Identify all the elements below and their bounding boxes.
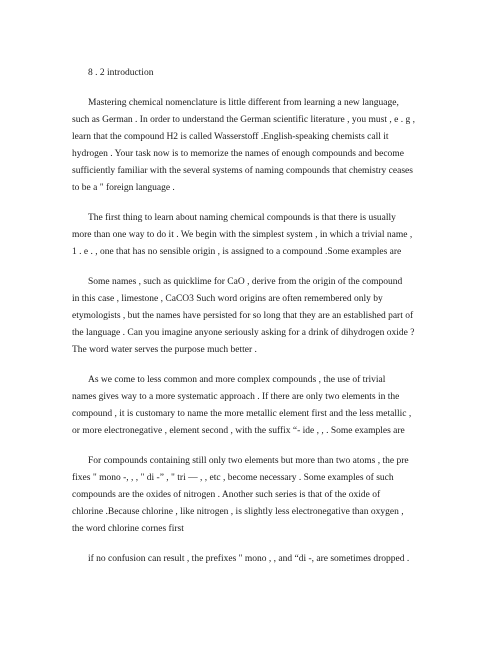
section-heading: 8 . 2 introduction xyxy=(88,68,154,78)
paragraph-line: names gives way to a more systematic approach . If there are only two elements in the xyxy=(72,392,400,402)
paragraph-line: 1 . e . , one that has no sensible origin , is assigned to a compound .Some examples are xyxy=(72,247,402,257)
paragraph-line: For compounds containing still only two elements but more than two atoms , the pre xyxy=(88,456,409,466)
paragraph-line: more than one way to do it . We begin with the simplest system , in which a trivial name , xyxy=(72,230,413,240)
paragraph-line: The word water serves the purpose much better . xyxy=(72,345,257,355)
paragraph-line: As we come to less common and more complex compounds , the use of trivial xyxy=(88,375,386,385)
paragraph-line: the word chlorine cornes first xyxy=(72,524,184,534)
paragraph-line: the language . Can you imagine anyone seriously asking for a drink of dihydrogen oxide ? xyxy=(72,328,415,338)
paragraph-line: to be a " foreign language . xyxy=(72,183,175,193)
paragraph-line: chlorine .Because chlorine , like nitrogen , is slightly less electronegative than oxygen , xyxy=(72,507,404,517)
paragraph-line: etymologists , but the names have persisted for so long that they are an established part of xyxy=(72,311,414,321)
paragraph-line: or more electronegative , element second , with the suffix “- ide , , . Some examples are xyxy=(72,426,405,436)
paragraph-line: compounds are the oxides of nitrogen . Another such series is that of the oxide of xyxy=(72,490,381,500)
paragraph-line: learn that the compound H2 is called Wasserstoff .English-speaking chemists call it xyxy=(72,132,389,142)
paragraph-line: such as German . In order to understand the German scientific literature , you must , e . g , xyxy=(72,115,415,125)
paragraph-line: compound , it is customary to name the more metallic element first and the less metallic , xyxy=(72,409,412,419)
paragraph-line: hydrogen . Your task now is to memorize the names of enough compounds and become xyxy=(72,149,404,159)
paragraph-line: in this case , limestone , CaCO3 Such word origins are often remembered only by xyxy=(72,294,383,304)
paragraph-line: Mastering chemical nomenclature is little different from learning a new language, xyxy=(88,98,399,108)
paragraph-line: fixes " mono -, , , " di -” , " tri — , , etc , become necessary . Some examples of such xyxy=(72,473,394,483)
paragraph-line: if no confusion can result , the prefixes " mono , , and “di -, are sometimes dropped . xyxy=(88,554,410,564)
paragraph-line: sufficiently familiar with the several systems of naming compounds that chemistry ceases xyxy=(72,166,413,176)
paragraph-line: Some names , such as quicklime for CaO , derive from the origin of the compound xyxy=(88,277,403,287)
paragraph-line: The first thing to learn about naming chemical compounds is that there is usually xyxy=(88,213,396,223)
